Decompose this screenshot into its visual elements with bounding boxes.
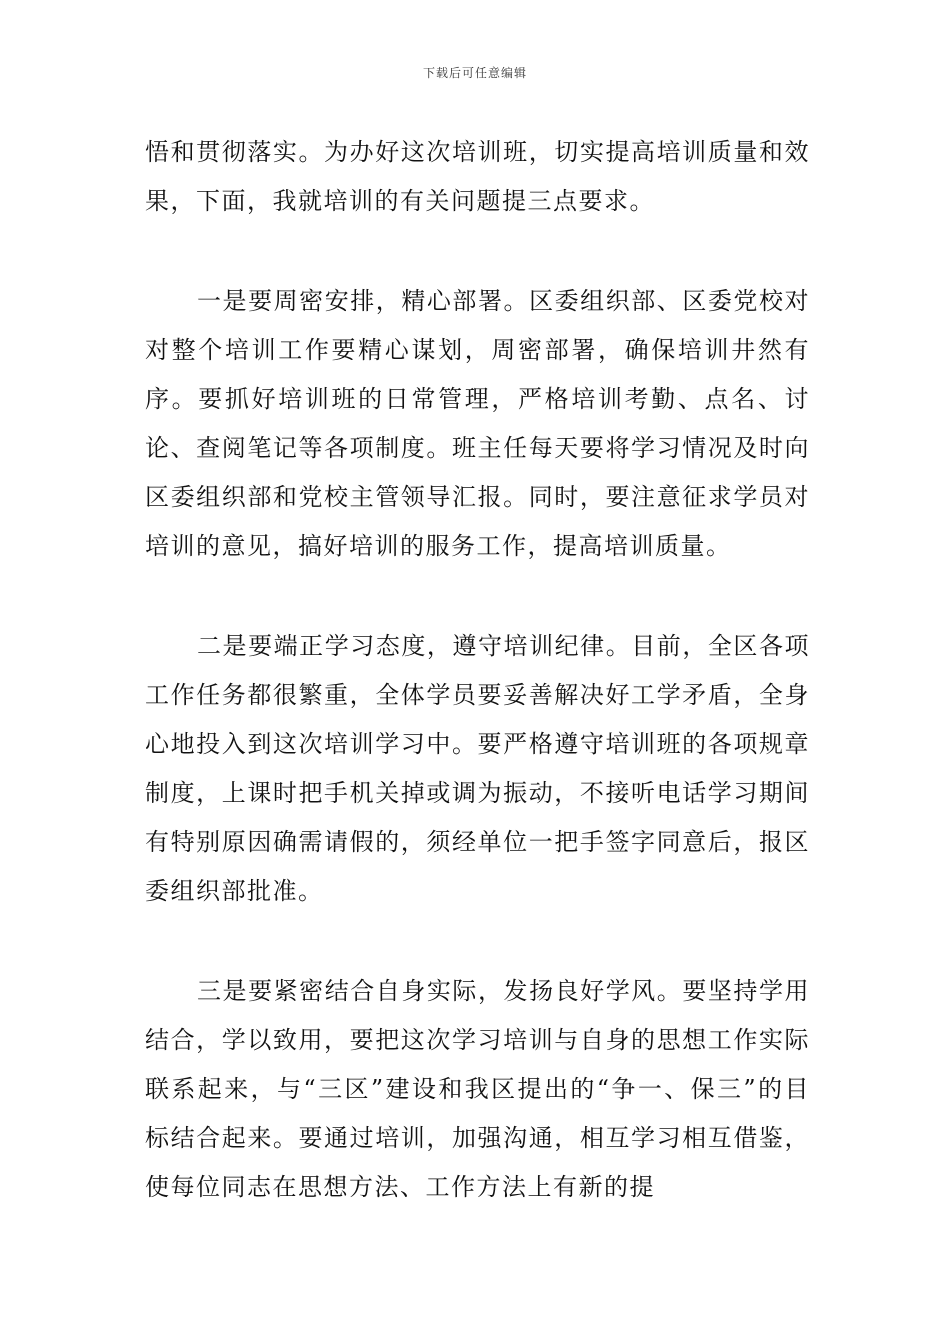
document-body [145,128,810,1212]
paragraph-continuation: 悟和贯彻落实。为办好这次培训班，切实提高培训质量和效果，下面，我就培训的有关问题提三点要求。 [145,138,810,215]
paragraph-point-one: 一是要周密安排，精心部署。区委组织部、区委党校对对整个培训工作要精心谋划，周密部署，确保培训井然有序。要抓好培训班的日常管理，严格培训考勤、点名、讨论、查阅笔记等各项制度。班主任每天要将学习情况及时向区委组织部和党校主管领导汇报。同时，要注意征求学员对培训的意见，搞好培训的服务工作，提高培训质量。 [145,287,810,560]
paragraph-point-three: 三是要紧密结合自身实际，发扬良好学风。要坚持学用结合，学以致用，要把这次学习培训与自身的思想工作实际联系起来，与“三区”建设和我区提出的“争一、保三”的目标结合起来。要通过培训，加强沟通，相互学习相互借鉴，使每位同志在思想方法、工作方法上有新的提 [145,977,810,1201]
page-header-note: 下载后可任意编辑 [422,66,527,80]
paragraph-point-two: 二是要端正学习态度，遵守培训纪律。目前，全区各项工作任务都很繁重，全体学员要妥善解决好工学矛盾，全身心地投入到这次培训学习中。要严格遵守培训班的各项规章制度，上课时把手机关掉或调为振动，不接听电话学习期间有特别原因确需请假的，须经单位一把手签字同意后，报区委组织部批准。 [145,632,810,905]
